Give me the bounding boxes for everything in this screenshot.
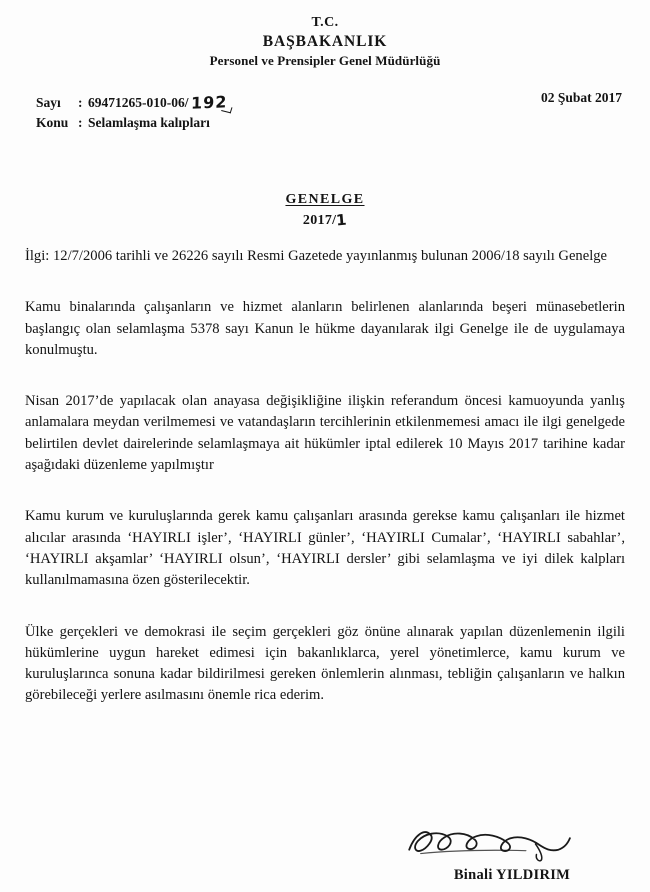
signature-mark-icon bbox=[392, 821, 583, 865]
circular-heading: GENELGE bbox=[285, 192, 365, 207]
reference-block bbox=[36, 90, 227, 133]
letterhead-republic: T.C. bbox=[311, 15, 339, 30]
circular-number-handwritten: 1 bbox=[335, 210, 348, 230]
paragraph-2: Nisan 2017’de yapılacak olan anayasa değişikliğine ilişkin referandum öncesi kamuoyunda yanlış anlamalara meydan verilmemesi ve vatandaşların tercihlerinin etkilenmemesi amacı ile ilgi genelgede belirtilen devlet dairelerinde selamlaşmaya ait hükümler iptal edilerek 10 Mayıs 2017 tarihine kadar aşağıdaki düzenleme yapılmıştır bbox=[25, 393, 625, 474]
circular-title-block bbox=[0, 192, 650, 229]
letterhead bbox=[0, 14, 650, 69]
reference-row-konu bbox=[36, 113, 227, 133]
konu-label: Konu bbox=[36, 115, 69, 131]
konu-value: Selamlaşma kalıpları bbox=[88, 115, 210, 131]
sayi-separator: : bbox=[78, 95, 83, 110]
sayi-value: 69471265-010-06/ bbox=[88, 95, 189, 110]
circular-number bbox=[0, 210, 650, 229]
letterhead-department: Personel ve Prensipler Genel Müdürlüğü bbox=[209, 52, 441, 68]
sayi-handwritten-number: 192 bbox=[190, 90, 227, 115]
signature-block bbox=[392, 821, 632, 884]
circular-number-prefix: 2017/ bbox=[302, 213, 337, 228]
signatory-name: Binali YILDIRIM bbox=[453, 867, 571, 883]
paragraph-4: Ülke gerçekleri ve demokrasi ile seçim gerçekleri göz önüne alınarak yapılan düzenlemenin ilgili hükümlerine uygun hareket edimesi için bakanlıklarca, yerel yönetimlerce, kamu kurum ve kuruluşlarınca sonuna kadar bildirilmesi gereken önlemlerin alınması, tebliğin çalışanların ve halkın görebileceği yerlere asılmasını önemle rica ederim. bbox=[25, 623, 625, 704]
konu-separator: : bbox=[78, 115, 83, 131]
document-date: 02 Şubat 2017 bbox=[540, 90, 622, 105]
sayi-label: Sayı bbox=[36, 95, 61, 110]
paragraph-1: Kamu binalarında çalışanların ve hizmet alanların belirlenen alanlarında beşeri münasebetlerin başlangıç olan selamlaşma 5378 sayı Kanun le hükme dayanılarak ilgi Genelge ile de uygulamaya konulmuştu. bbox=[25, 299, 625, 358]
reference-row-sayi bbox=[36, 90, 227, 113]
document-body bbox=[25, 246, 625, 707]
paragraph-ilgi: İlgi: 12/7/2006 tarihli ve 26226 sayılı Resmi Gazetede yayınlanmış bulunan 2006/18 sayılı Genelge bbox=[25, 248, 608, 264]
letterhead-organization: BAŞBAKANLIK bbox=[262, 32, 388, 50]
paragraph-3: Kamu kurum ve kuruluşlarında gerek kamu çalışanları arasında gerekse kamu çalışanları ile hizmet alıcılar arasında ‘HAYIRLI işler’, ‘HAYIRLI günler’, ‘HAYIRLI Cumalar’, ‘HAYIRLI sabahlar’, ‘HAYIRLI akşamlar’ ‘HAYIRLI olsun’, ‘HAYIRLI dersler’ gibi selamlaşma ve iyi dilek kalpları kullanılmamasına özen gösterilecektir. bbox=[25, 508, 625, 589]
